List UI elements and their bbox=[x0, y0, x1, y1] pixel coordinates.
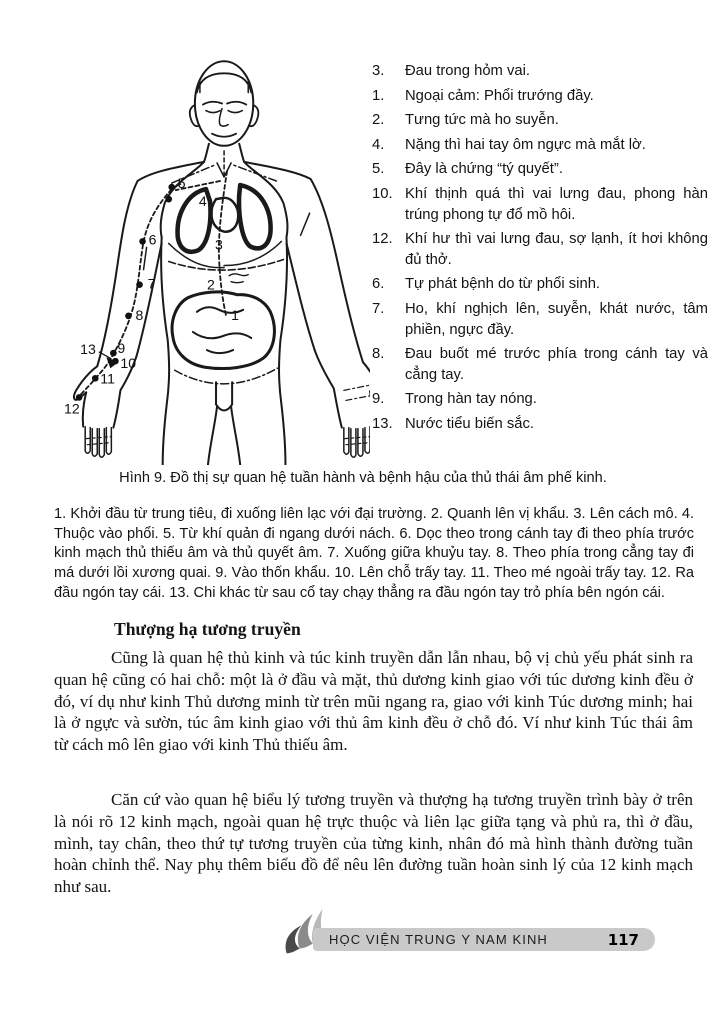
item-text: Tự phát bệnh do từ phổi sinh. bbox=[405, 276, 601, 293]
list-item bbox=[372, 344, 708, 385]
item-text: Đau trong hỏm vai. bbox=[405, 63, 531, 79]
footer-bar bbox=[313, 928, 655, 951]
list-item bbox=[372, 184, 708, 225]
item-number: 9. bbox=[372, 391, 385, 408]
point-label-13: 13 bbox=[80, 341, 96, 358]
point-label-9: 9 bbox=[117, 340, 126, 357]
point-label-10: 10 bbox=[120, 355, 137, 372]
list-item bbox=[372, 61, 708, 82]
item-number: 6. bbox=[372, 276, 385, 293]
item-text: Khí thịnh quá thì vai lưng đau, phong hàn trúng phong tự đổ mồ hôi. bbox=[405, 185, 708, 223]
meridian-figure bbox=[56, 50, 370, 465]
page-number: 117 bbox=[607, 930, 639, 949]
human-body-line-drawing-icon bbox=[56, 50, 370, 465]
item-number: 4. bbox=[372, 136, 385, 153]
section-heading: Thượng hạ tương truyền bbox=[114, 619, 301, 639]
point-label-3: 3 bbox=[215, 236, 223, 253]
list-item bbox=[372, 299, 708, 340]
body-paragraph-1: Cũng là quan hệ thủ kinh và túc kinh truyền dẫn lẫn nhau, bộ vị chủ yếu phát sinh ra quan hệ cũng có hai chỗ: một là ở đầu và mặt, thủ dương kinh giao với túc dương kinh đều ở đó, ví dụ như kinh Thủ dương minh từ trên mũi ngang ra, giao với kinh Túc dương minh; hai là ở ngực và sườn, túc âm kinh giao với thủ âm kinh đều ở chỗ đó. Ví như kinh Túc thái âm từ cách mô lên giao với kinh Thủ thiếu âm. bbox=[54, 648, 693, 755]
meridian-route-paragraph: 1. Khởi đầu từ trung tiêu, đi xuống liên lạc với đại trường. 2. Quanh lên vị khẩu. 3. Lên cách mô. 4. Thuộc vào phổi. 5. Từ khí quản đi ngang dưới nách. 6. Dọc theo trong cánh tay đi theo phía trước kinh mạch thủ thiếu âm và thủ quyết âm. 7. Xuống giữa khuỷu tay. 8. Theo phía trong cẳng tay đi má dưới lồi xương quai. 9. Vào thốn khẩu. 10. Lên chỗ trấy tay. 11. Theo mé ngoài trấy tay. 12. Ra đầu ngón tay cái. 13. Chi khác từ sau cổ tay chạy thẳng ra đầu ngón tay trỏ phía bên ngón cái. bbox=[54, 506, 694, 601]
item-number: 2. bbox=[372, 112, 385, 129]
point-label-4: 4 bbox=[198, 193, 207, 210]
list-item bbox=[372, 159, 708, 180]
list-item bbox=[372, 274, 708, 295]
item-text: Nước tiểu biến sắc. bbox=[405, 415, 534, 432]
item-text: Trong hàn tay nóng. bbox=[405, 391, 537, 408]
list-item bbox=[372, 414, 708, 435]
item-number: 1. bbox=[372, 87, 385, 104]
item-number: 12. bbox=[372, 231, 393, 248]
item-text: Khí hư thì vai lưng đau, sợ lạnh, ít hơi không đủ thở. bbox=[405, 231, 708, 268]
point-label-7: 7 bbox=[147, 275, 156, 292]
item-text: Đau buốt mé trước phía trong cánh tay và cẳng tay. bbox=[405, 346, 708, 383]
item-number: 5. bbox=[372, 161, 385, 178]
item-number: 13. bbox=[372, 415, 393, 432]
list-item bbox=[372, 229, 708, 270]
item-text: Tưng tức mà ho suyễn. bbox=[405, 112, 559, 129]
item-number: 3. bbox=[372, 63, 385, 79]
point-label-12: 12 bbox=[64, 400, 80, 417]
point-label-1: 1 bbox=[231, 306, 239, 323]
list-item bbox=[372, 110, 708, 131]
item-text: Nặng thì hai tay ôm ngực mà mắt lờ. bbox=[405, 136, 646, 153]
item-text: Ngoại cảm: Phổi trướng đầy. bbox=[405, 87, 594, 104]
list-item bbox=[372, 389, 708, 410]
list-item bbox=[372, 86, 708, 107]
item-text: Ho, khí nghịch lên, suyễn, khát nước, tâm phiền, ngực đầy. bbox=[405, 300, 708, 338]
footer-institution: HỌC VIỆN TRUNG Y NAM KINH bbox=[329, 932, 548, 947]
point-label-11: 11 bbox=[100, 370, 115, 387]
point-label-5: 5 bbox=[177, 175, 186, 192]
point-label-8: 8 bbox=[135, 306, 144, 323]
item-text: Đây là chứng “tý quyết”. bbox=[405, 161, 563, 178]
item-number: 7. bbox=[372, 300, 385, 317]
point-label-2: 2 bbox=[206, 276, 215, 293]
body-paragraph-2: Căn cứ vào quan hệ biểu lý tương truyền và thượng hạ tương truyền trình bày ở trên là nói rõ 12 kinh mạch, ngoài quan hệ trực thuộc và liên lạc giữa tạng và phủ ra, thì ở đầu, mình, tay chân, theo thứ tự tương truyền của từng kinh, nhân đó mà hình thành đường tuần hoàn chỉnh thể. Nay phụ thêm biểu đồ để nêu lên đường tuần hoàn sinh lý của 12 kinh mạch như sau. bbox=[54, 790, 693, 897]
list-item bbox=[372, 135, 708, 156]
figure-caption: Hình 9. Đồ thị sự quan hệ tuần hành và bệnh hậu của thủ thái âm phế kinh. bbox=[119, 470, 607, 486]
symptom-list bbox=[372, 61, 708, 439]
item-number: 10. bbox=[372, 185, 393, 202]
item-number: 8. bbox=[372, 346, 385, 363]
point-label-6: 6 bbox=[148, 231, 157, 248]
